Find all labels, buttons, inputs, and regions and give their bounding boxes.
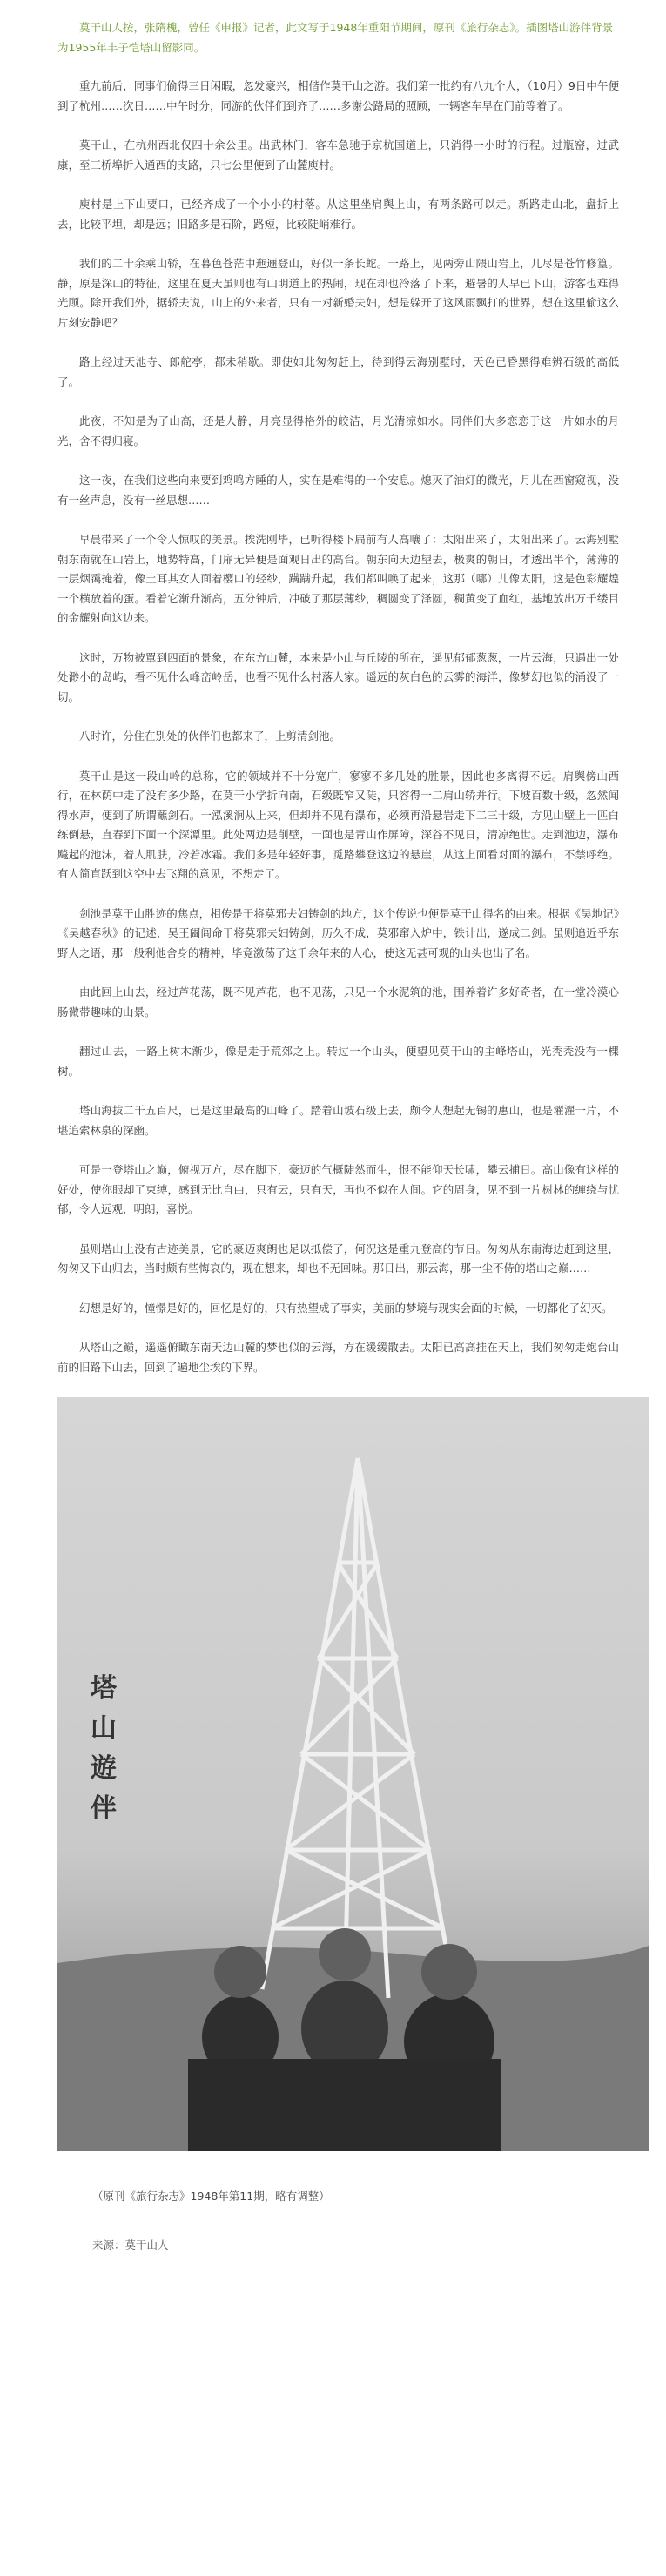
paragraph: 可是一登塔山之巅，俯视万方，尽在脚下，豪迈的气概陡然而生，恨不能仰天长啸，攀云捕日。高山像有这样的好处，使你眼却了束缚，感到无比自由，只有云，只有天，再也不似在人间。它的周身，见不到一片树林的缠绕与忧郁，令人远观，明朗，喜悦。 — [57, 1163, 619, 1215]
paragraph: 虽则塔山上没有古迹美景，它的豪迈爽朗也足以抵偿了，何况这是重九登高的节日。匆匆从东南海边赶到这里，匆匆又下山归去，当时颇有些悔哀的，现在想来，却也不无回味。那日出，那云海，那一尘不侍的塔山之巅…… — [57, 1241, 619, 1275]
paragraph: 剑池是莫干山胜迹的焦点，相传是干将莫邪夫妇铸剑的地方，这个传说也便是莫干山得名的由来。根据《吴地记》《吴越春秋》的记述，吴王阖闾命干将莫邪夫妇铸剑，历久不成，莫邪窜入炉中，铁计出，遂成二剑。虽则追近乎东野人之语，那一般利他舍身的精神，毕竟激荡了这千余年来的人心，使这无甚可观的山头也出了名。 — [57, 906, 619, 959]
paragraph: 塔山海拔二千五百尺，已是这里最高的山峰了。踏着山坡石级上去，颇令人想起无锡的惠山，也是濯濯一片，不堪追索林泉的深幽。 — [57, 1104, 619, 1137]
paragraph: 这时，万物被罩到四面的景象，在东方山麓，本来是小山与丘陵的所在，遥见郁郁葱葱，一片云海，只遇出一处处渺小的岛屿，看不见什么峰峦岭岳，也看不见什么村落人家。遥远的灰白色的云雾的海洋，像梦幻也似的涌没了一切。 — [57, 650, 619, 703]
paragraph: 重九前后，同事们偷得三日闲暇，忽发豪兴，相偕作莫干山之游。我们第一批约有八九个人，（10月）9日中午便到了杭州……次日……中午时分，同游的伙伴们到齐了……多谢公路局的照顾，一辆客车早在门前等着了。 — [57, 79, 619, 112]
editor-note: 莫干山人按，张隋槐，曾任《申报》记者，此文写于1948年重阳节期间，原刊《旅行杂志》。插图塔山游伴背景为1955年丰子恺塔山留影同。 — [57, 21, 614, 54]
paragraph: 早晨带来了一个令人惊叹的美景。挨洗刚毕，已听得楼下扁前有人高嚷了：太阳出来了，太阳出来了。云海别墅朝东南就在山岩上，地势特高，门扉无异便是面观日出的高台。朝东向天边望去，极爽的朝日，才透出半个，薄薄的一层烟霭掩着，像土耳其女人面着樱口的轻纱，蹒蹒升起，我们都叫唤了起来，这那（哪）儿像太阳，这是色彩耀煌一个横放着的蛋。看着它渐升渐高，五分钟后，冲破了那层薄纱，稠圆变了泽圆，稠黄变了血红，基地放出万千缕目的金耀射向这边来。 — [57, 533, 619, 624]
paragraph: 莫干山是这一段山岭的总称，它的领域并不十分宽广，寥寥不多几处的胜景，因此也多离得不远。肩舆傍山西行，在林荫中走了没有多少路，在莫干小学折向南，石级既窄又陡，只容得一二肩山轿并行。下坡百数十级，忽然闻得水声，便到了所谓蘸剑石。一泓溪涧从上来，但却并不见有瀑布，必须再沿悬岩走下二三十级，方见山壁上一匹白练倒悬，直春到下面一个深潭里。此处两边是削壁，一面也是青山作屏障，深谷不见日，清凉绝世。走到池边，瀑布飚起的池沫，着人肌肤，冷若冰霜。我们多是年轻好事，觅路攀登这边的悬崖，从这上面看对面的瀑布，不禁呼绝。有人简直跃到这空中去飞翔的意见，不想走了。 — [57, 769, 619, 880]
photo-title: 塔山遊伴 — [91, 1673, 117, 1824]
paragraph: 庾村是上下山要口，已经齐成了一个小小的村落。从这里坐肩舆上山，有两条路可以走。新路走山北，盘折上去，比较平坦，却是远；旧路多是石阶，路短，比较陡峭难行。 — [57, 198, 619, 231]
paragraph: 这一夜，在我们这些向来要到鸡鸣方睡的人，实在是难得的一个安息。熄灭了油灯的微光，月儿在西窗窥视，没有一丝声息，没有一丝思想…… — [57, 474, 619, 507]
paragraph: 此夜，不知是为了山高，还是人静，月亮显得格外的皎洁，月光清凉如水。同伴们大多恋恋于这一片如水的月光，舍不得归寝。 — [57, 414, 619, 447]
article-body — [57, 77, 619, 1377]
paragraph: 幻想是好的，憧憬是好的，回忆是好的，只有热望成了事实，美丽的梦境与现实会面的时候，一切都化了幻灭。 — [79, 1301, 613, 1315]
watermark: 公众号 · 莫干山人 — [548, 2122, 631, 2135]
paragraph: 从塔山之巅，遥遥俯瞰东南天边山麓的梦也似的云海，方在缓缓散去。太阳已高高挂在天上，我们匆匆走炮台山前的旧路下山去，回到了遍地尘埃的下界。 — [57, 1341, 619, 1374]
photo-illustration — [57, 1397, 649, 2151]
historical-photo — [57, 1397, 649, 2151]
photo-caption: （原刊《旅行杂志》1948年第11期，略有调整） — [92, 2189, 330, 2203]
paragraph: 八时许，分住在别处的伙伴们也都来了，上剪清剑池。 — [79, 730, 341, 743]
source-line: 来源：莫干山人 — [92, 2238, 169, 2251]
paragraph: 莫干山，在杭州西北仅四十余公里。出武林门，客车急驰于京杭国道上，只消得一小时的行程。过瓶窑，过武康，至三桥埠折入通西的支路，只七公里便到了山麓庾村。 — [57, 138, 619, 172]
paragraph: 我们的二十余乘山轿，在暮色苍茫中迤逦登山，好似一条长蛇。一路上，见两旁山隈山岩上，几尽是苍竹修篁。静，原是深山的特征，这里在夏天虽则也有山明道上的热闹，现在却也冷落了下来，避暑的人早已下山，游客也难得光顾。除开我们外，据轿夫说，山上的外来者，只有一对新婚夫妇，想是躲开了这风雨飘打的世界，想在这里偷这么片刻安静吧？ — [57, 257, 619, 329]
paragraph: 由此回上山去，经过芦花荡，既不见芦花，也不见荡，只见一个水泥筑的池，围养着许多好奇者，在一堂冷漠心肠微带趣味的山景。 — [57, 985, 619, 1019]
three-travelers — [188, 1928, 501, 2151]
paragraph: 路上经过天池寺、郎舵亭，都未稍歇。即使如此匆匆赶上，待到得云海别墅时，天色已昏黑得难辨石级的高低了。 — [57, 355, 619, 388]
paragraph: 翻过山去，一路上树木渐少，像是走于荒郊之上。转过一个山头，便望见莫干山的主峰塔山，光秃秃没有一棵树。 — [57, 1045, 619, 1078]
